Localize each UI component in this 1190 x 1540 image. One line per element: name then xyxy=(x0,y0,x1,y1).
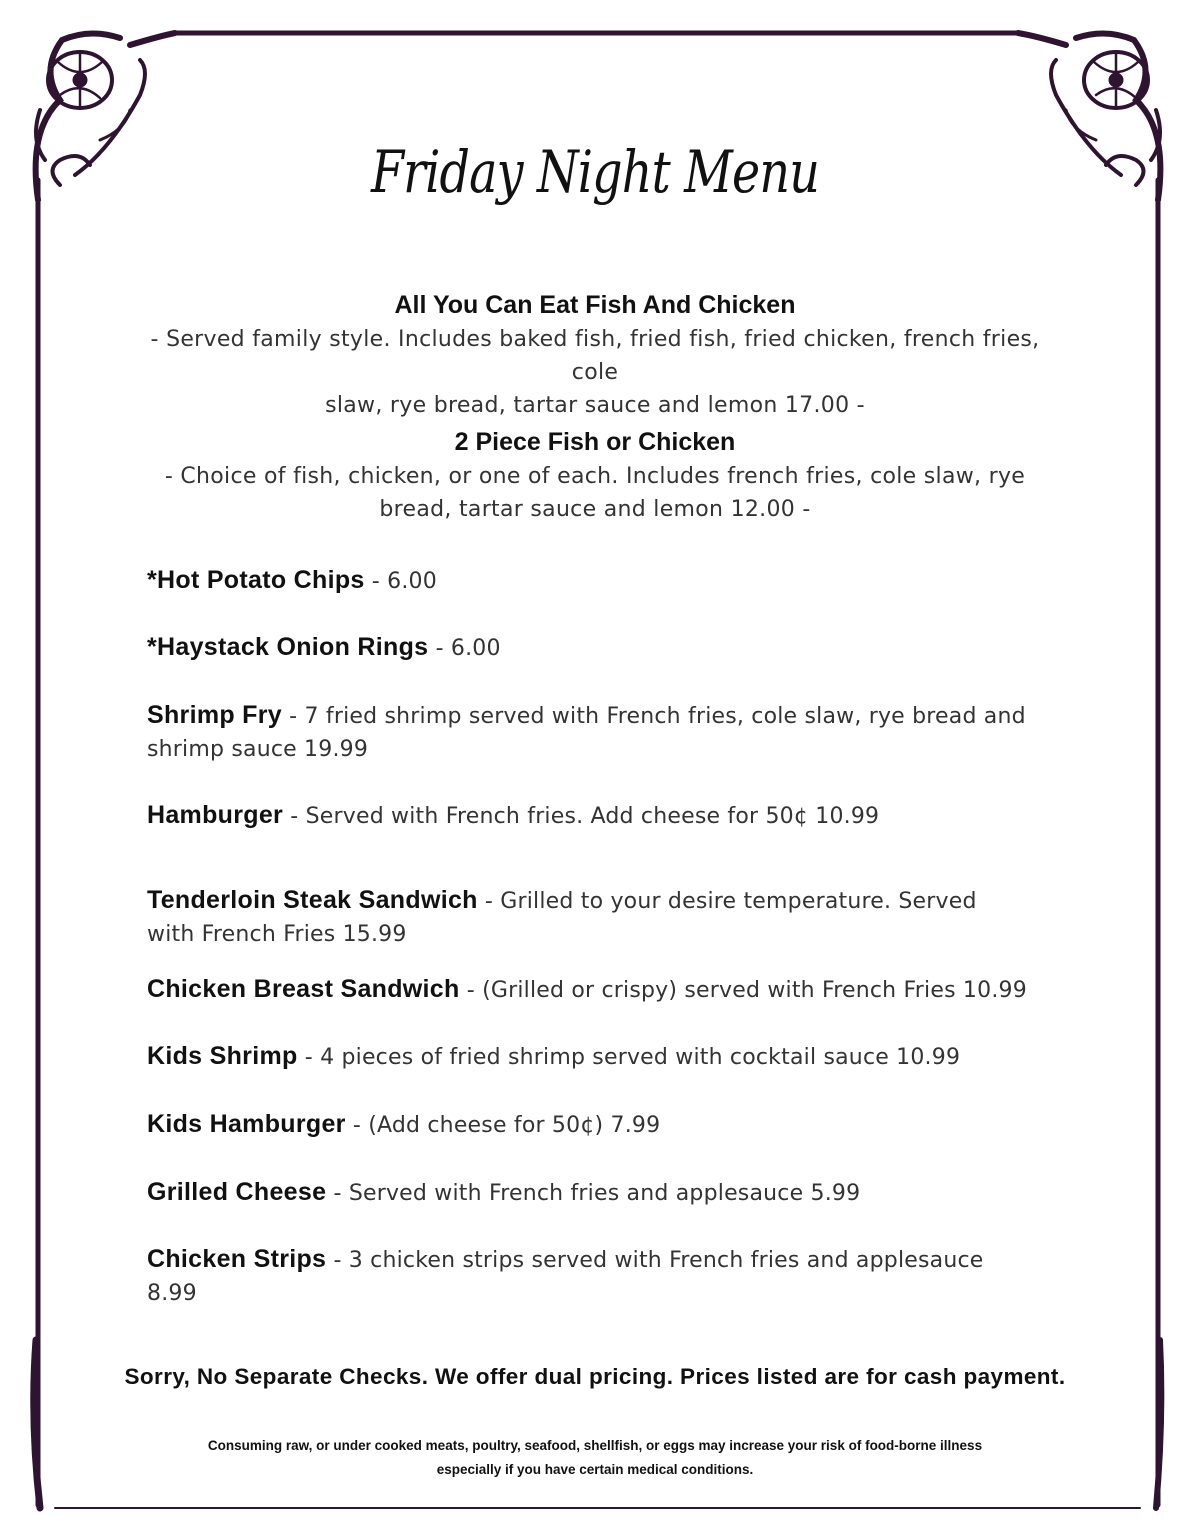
menu-title: Friday Night Menu xyxy=(370,138,820,206)
section-description-line: - Choice of fish, chicken, or one of each. Includes french fries, cole slaw, rye xyxy=(164,464,1026,489)
menu-item: Tenderloin Steak Sandwich - Grilled to your desire temperature. Served with French Fries 15.99 xyxy=(147,886,977,947)
menu-item: Kids Shrimp - 4 pieces of fried shrimp served with cocktail sauce 10.99 xyxy=(147,1042,961,1070)
menu-item-name: Chicken Strips xyxy=(147,1245,327,1273)
menu-item-name: Kids Shrimp xyxy=(147,1042,298,1070)
menu-item-name: *Haystack Onion Rings xyxy=(147,633,429,661)
menu-item: *Hot Potato Chips - 6.00 xyxy=(147,566,437,594)
menu-item-description: Grilled to your desire temperature. Served with French Fries 15.99 xyxy=(147,889,977,947)
menu-item-name: Hamburger xyxy=(147,801,284,829)
menu-item-description: Served with French fries and applesauce 5.99 xyxy=(348,1181,861,1206)
menu-item: Shrimp Fry - 7 fried shrimp served with French fries, cole slaw, rye bread and shrimp sauce 19.99 xyxy=(147,701,1026,762)
menu-item: Kids Hamburger - (Add cheese for 50¢) 7.99 xyxy=(147,1110,661,1138)
disclaimer-line: especially if you have certain medical conditions. xyxy=(436,1462,754,1477)
menu-item: Hamburger - Served with French fries. Add cheese for 50¢ 10.99 xyxy=(147,801,880,829)
food-safety-disclaimer xyxy=(160,1434,1030,1482)
menu-item-name: Grilled Cheese xyxy=(147,1178,327,1206)
menu-section-two-piece xyxy=(140,424,1050,526)
section-description-line: slaw, rye bread, tartar sauce and lemon 17.00 - xyxy=(325,393,865,418)
menu-item-description: 6.00 xyxy=(450,636,501,661)
menu-item-description: 7 fried shrimp served with French fries, cole slaw, rye bread and shrimp sauce 19.99 xyxy=(147,704,1026,762)
menu-item: Chicken Strips - 3 chicken strips served with French fries and applesauce 8.99 xyxy=(147,1245,984,1306)
section-heading: All You Can Eat Fish And Chicken xyxy=(394,291,796,319)
payment-notice: Sorry, No Separate Checks. We offer dual pricing. Prices listed are for cash payment. xyxy=(124,1364,1066,1389)
menu-item-description: 4 pieces of fried shrimp served with cocktail sauce 10.99 xyxy=(320,1045,961,1070)
menu-item: Grilled Cheese - Served with French fries and applesauce 5.99 xyxy=(147,1178,861,1206)
menu-item-name: Kids Hamburger xyxy=(147,1110,346,1138)
menu-item-name: Shrimp Fry xyxy=(147,701,282,729)
menu-item-description: (Grilled or crispy) served with French Fries 10.99 xyxy=(482,978,1027,1003)
menu-item: *Haystack Onion Rings - 6.00 xyxy=(147,633,501,661)
menu-item-name: Tenderloin Steak Sandwich xyxy=(147,886,478,914)
menu-item-description: (Add cheese for 50¢) 7.99 xyxy=(368,1113,661,1138)
menu-item-description: 3 chicken strips served with French fries and applesauce 8.99 xyxy=(147,1248,984,1306)
menu-item-description: Served with French fries. Add cheese for 50¢ 10.99 xyxy=(305,804,880,829)
section-description-line: - Served family style. Includes baked fish, fried fish, fried chicken, french fries, cole xyxy=(150,327,1040,385)
disclaimer-line: Consuming raw, or under cooked meats, poultry, seafood, shellfish, or eggs may increase your risk of food-borne illness xyxy=(207,1438,983,1453)
menu-item-name: *Hot Potato Chips xyxy=(147,566,365,594)
menu-item: Chicken Breast Sandwich - (Grilled or crispy) served with French Fries 10.99 xyxy=(147,975,1027,1003)
menu-item-description: 6.00 xyxy=(387,569,437,594)
section-heading: 2 Piece Fish or Chicken xyxy=(454,428,736,456)
menu-section-all-you-can-eat xyxy=(140,287,1050,422)
menu-item-name: Chicken Breast Sandwich xyxy=(147,975,460,1003)
section-description-line: bread, tartar sauce and lemon 12.00 - xyxy=(379,497,811,522)
